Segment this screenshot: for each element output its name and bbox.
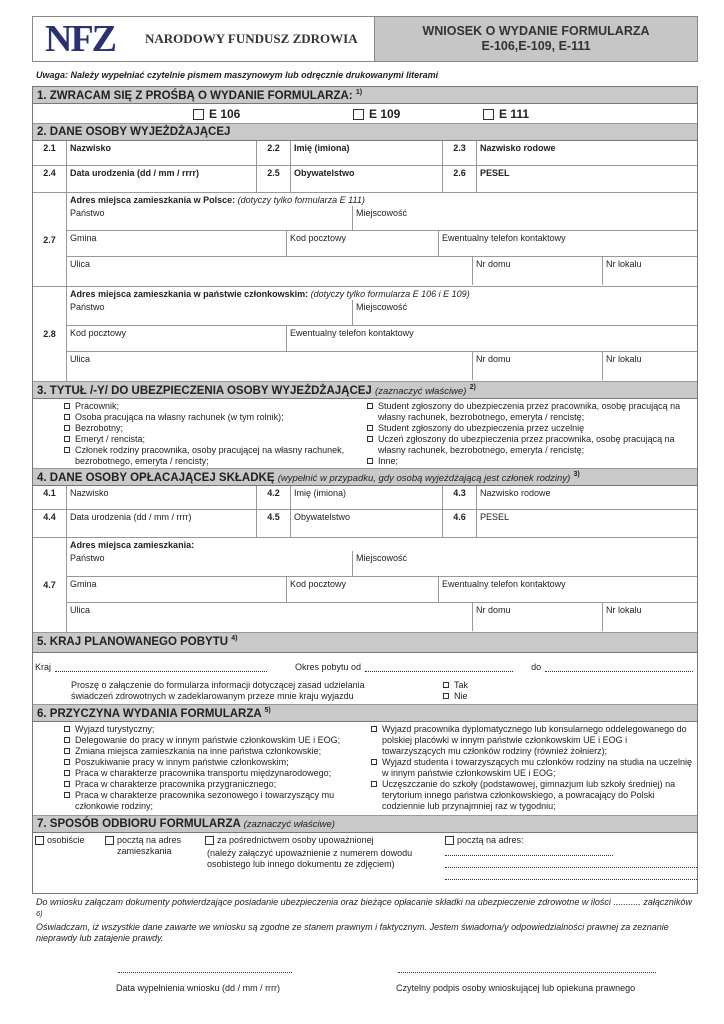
pickup-mail-address[interactable] (443, 835, 697, 893)
mem-row-street (67, 352, 697, 380)
section-1-title-text: 1. ZWRACAM SIĘ Z PROŚBĄ O WYDANIE FORMULARZA: (37, 89, 353, 102)
group-2-7 (33, 193, 697, 287)
payer-surname-field[interactable]: Nazwisko (67, 486, 257, 509)
payer-birth-date-field[interactable]: Data urodzenia (dd / mm / rrrr) (67, 510, 257, 537)
section-4-title-text: 4. DANE OSOBY OPŁACAJĄCEJ SKŁADKĘ (37, 471, 275, 484)
mem-phone-field[interactable]: Ewentualny telefon kontaktowy (290, 328, 414, 338)
checkbox[interactable] (64, 759, 70, 765)
field-first-name[interactable]: Imię (imiona) (291, 141, 443, 165)
payer-row-country (67, 551, 697, 577)
checkbox[interactable] (371, 726, 377, 732)
pl-house-field[interactable]: Nr domu (473, 257, 603, 285)
checkbox[interactable] (64, 748, 70, 754)
payer-city-field[interactable]: Miejscowość (356, 553, 408, 563)
pl-row-gmina (67, 231, 697, 257)
section-5-sup: 4) (231, 635, 238, 642)
checkbox-e111[interactable] (483, 109, 494, 120)
checkbox-mail-address[interactable] (445, 836, 454, 845)
option-label: Inne; (378, 456, 399, 466)
checkbox[interactable] (64, 792, 70, 798)
option-label: Student zgłoszony do ubezpieczenia przez pracownika, osobę pracującą na własny rachunek, bezrobotnego, emeryta / rencistę; (378, 401, 681, 422)
section-3-sup: 2) (469, 384, 476, 391)
num-4-6: 4.6 (443, 510, 477, 537)
attachments-sup: 6) (36, 909, 43, 918)
checkbox[interactable] (64, 726, 70, 732)
field-birth-date[interactable]: Data urodzenia (dd / mm / rrrr) (67, 166, 257, 192)
pl-row-country (67, 206, 697, 231)
num-2-7: 2.7 (33, 193, 67, 286)
option-e111-label: E 111 (499, 106, 530, 121)
form-title (375, 17, 697, 61)
section-4-note: (wypełnić w przypadku, gdy osobą wyjeżdżającą jest członek rodziny) (277, 472, 571, 484)
option-label: Delegowanie do pracy w innym państwie członkowskim UE i EOG; (75, 735, 341, 745)
num-2-5: 2.5 (257, 166, 291, 192)
payer-gmina-field[interactable]: Gmina (67, 577, 287, 602)
insurance-titles-left (49, 401, 359, 468)
checkbox-no[interactable] (443, 693, 449, 699)
num-4-3: 4.3 (443, 486, 477, 509)
attachments-text: Do wniosku załączam dokumenty potwierdzające posiadanie ubezpieczenia oraz bieżące opłacanie składki na ubezpieczenie zdrowotne w ilości ........... załączników (36, 897, 692, 907)
date-label: Data wypełnienia wniosku (dd / mm / rrrr) (116, 983, 281, 993)
address-poland (67, 193, 697, 286)
address-line-1[interactable] (445, 846, 613, 856)
section-7-title-text: 7. SPOSÓB ODBIORU FORMULARZA (37, 818, 241, 830)
reason-option[interactable] (62, 746, 365, 757)
checkbox[interactable] (367, 436, 373, 442)
option-label: Członek rodziny pracownika, osoby pracującej na własny rachunek, bezrobotnego, emeryta / rencisty; (75, 445, 345, 466)
option-e106-label: E 106 (209, 106, 241, 121)
option-label: Osoba pracująca na własny rachunek (w tym rolnik); (75, 412, 284, 422)
option-e111[interactable] (483, 107, 529, 121)
option-label: Student zgłoszony do ubezpieczenia przez uczelnię (378, 423, 585, 433)
signature-label: Czytelny podpis osoby wnioskującej lub opiekuna prawnego (396, 983, 636, 993)
pl-row-street (67, 257, 697, 285)
num-2-2: 2.2 (257, 141, 291, 165)
form-title-line1: WNIOSEK O WYDANIE FORMULARZA (422, 24, 650, 38)
option-label: Praca w charakterze pracownika sezonowego i towarzyszący mu członkowie rodziny; (75, 790, 335, 811)
option-no[interactable] (443, 691, 468, 702)
num-2-4: 2.4 (33, 166, 67, 192)
checkbox[interactable] (64, 403, 70, 409)
period-to-label: do (531, 662, 542, 672)
option-label: Uczeń zgłoszony do ubezpieczenia przez pracownika, osobę pracującą na własny rachunek, bezrobotnego, emeryta / rencistę; (378, 434, 675, 455)
section-3-note: (zaznaczyć właściwe) (375, 385, 467, 397)
address-line-2[interactable] (445, 856, 697, 868)
option-e109[interactable] (353, 107, 483, 121)
option-label: Wyjazd turystyczny; (75, 724, 155, 734)
pickup-personal-label: osobiście (47, 835, 85, 845)
form-title-line2: E-106,E-109, E-111 (481, 39, 591, 53)
section-3-title (33, 382, 697, 399)
address-member-heading (67, 287, 697, 300)
payer-address (67, 538, 697, 632)
field-surname[interactable]: Nazwisko (67, 141, 257, 165)
checkbox[interactable] (371, 781, 377, 787)
pl-country-field[interactable]: Państwo (67, 206, 353, 230)
reason-option[interactable] (62, 757, 365, 768)
option-label: Poszukiwanie pracy w innym państwie członkowskim; (75, 757, 289, 767)
checkbox[interactable] (64, 436, 70, 442)
checkbox-e106[interactable] (193, 109, 204, 120)
reasons-right (365, 724, 693, 815)
nfz-logo: NFZ (45, 18, 115, 60)
section-6-sup: 5) (264, 707, 271, 714)
group-2-8 (33, 287, 697, 382)
reason-option[interactable] (62, 768, 365, 779)
checkbox-e109[interactable] (353, 109, 364, 120)
reason-option[interactable] (62, 790, 365, 812)
mem-country-field[interactable]: Państwo (67, 300, 353, 325)
checkbox[interactable] (367, 425, 373, 431)
payer-house-field[interactable]: Nr domu (473, 603, 603, 631)
checkbox-personal[interactable] (35, 836, 44, 845)
num-4-4: 4.4 (33, 510, 67, 537)
address-member-note: (dotyczy tylko formularza E 106 i E 109) (310, 289, 470, 299)
period-from-input[interactable] (365, 671, 513, 672)
insurance-option[interactable] (62, 445, 359, 467)
num-4-5: 4.5 (257, 510, 291, 537)
pl-phone-field[interactable]: Ewentualny telefon kontaktowy (442, 233, 566, 243)
payer-maiden-name-field[interactable]: Nazwisko rodowe (480, 488, 551, 498)
pickup-mail-home[interactable] (105, 835, 205, 893)
num-2-8: 2.8 (33, 287, 67, 381)
option-e109-label: E 109 (369, 106, 401, 121)
checkbox[interactable] (64, 447, 70, 453)
option-no-label: Nie (454, 691, 468, 701)
pickup-personal[interactable] (35, 835, 105, 893)
payer-citizenship-field[interactable]: Obywatelstwo (291, 510, 443, 537)
pickup-options (33, 833, 697, 893)
mem-row-country (67, 300, 697, 326)
checkbox[interactable] (371, 759, 377, 765)
payer-street-field[interactable]: Ulica (67, 603, 473, 631)
row-2-4 (33, 166, 697, 193)
pl-postal-field[interactable]: Kod pocztowy (287, 231, 439, 256)
num-4-1: 4.1 (33, 486, 67, 509)
option-e106[interactable] (193, 107, 353, 121)
reasons (33, 722, 697, 816)
fill-note: Uwaga: Należy wypełniać czytelnie pismem maszynowym lub odręcznie drukowanymi literami (36, 70, 439, 80)
insurance-option[interactable] (365, 434, 693, 456)
reasons-left (49, 724, 365, 815)
signature-line[interactable] (398, 972, 656, 973)
option-label: Wyjazd studenta i towarzyszących mu członków rodziny na studia na uczelnię w innym państwie członkowskim UE i EOG; (382, 757, 693, 778)
mem-flat-field[interactable]: Nr lokalu (606, 354, 642, 364)
payer-phone-field[interactable]: Ewentualny telefon kontaktowy (442, 579, 566, 589)
insurance-titles (33, 399, 697, 469)
pickup-authorized[interactable] (205, 835, 443, 893)
address-poland-note: (dotyczy tylko formularza E 111) (237, 195, 365, 205)
section-5-title (33, 633, 697, 653)
section-4-sup: 3) (573, 471, 580, 478)
section-5-title-text: 5. KRAJ PLANOWANEGO POBYTU (37, 635, 229, 648)
section-7-note: (zaznaczyć właściwe) (243, 819, 335, 830)
mem-row-postal (67, 326, 697, 352)
field-maiden-name[interactable]: Nazwisko rodowe (480, 143, 556, 153)
pl-street-field[interactable]: Ulica (67, 257, 473, 285)
insurance-option[interactable] (62, 434, 359, 445)
address-line-3[interactable] (445, 868, 697, 880)
checkbox[interactable] (367, 458, 373, 464)
field-citizenship[interactable]: Obywatelstwo (291, 166, 443, 192)
section-2-title: 2. DANE OSOBY WYJEŻDŻAJĄCEJ (33, 124, 697, 141)
address-member (67, 287, 697, 381)
insurance-titles-right (359, 401, 693, 468)
num-2-6: 2.6 (443, 166, 477, 192)
date-signature-line[interactable] (118, 972, 292, 973)
address-member-label: Adres miejsca zamieszkania w państwie członkowskim: (70, 289, 309, 299)
payer-address-label: Adres miejsca zamieszkania: (70, 540, 195, 550)
form-body (32, 86, 698, 894)
payer-first-name-field[interactable]: Imię (imiona) (291, 486, 443, 509)
mem-street-field[interactable]: Ulica (67, 352, 473, 380)
section-1-sup: 1) (355, 89, 363, 96)
insurance-option[interactable] (62, 401, 359, 412)
checkbox-yes[interactable] (443, 682, 449, 688)
pickup-mail-home-label: pocztą na adres zamieszkania (117, 835, 182, 856)
section-1-title (33, 87, 697, 104)
payer-row-gmina (67, 577, 697, 603)
num-2-3: 2.3 (443, 141, 477, 165)
reason-option[interactable] (369, 724, 693, 757)
org-name: NARODOWY FUNDUSZ ZDROWIA (145, 31, 358, 46)
checkbox[interactable] (64, 425, 70, 431)
checkbox[interactable] (367, 403, 373, 409)
reason-option[interactable] (369, 757, 693, 779)
period-from-label: Okres pobytu od (295, 662, 362, 672)
row-2-1 (33, 141, 697, 166)
reason-option[interactable] (369, 779, 693, 812)
form-type-options (33, 104, 697, 124)
payer-flat-field[interactable]: Nr lokalu (606, 605, 642, 615)
address-poland-label: Adres miejsca zamieszkania w Polsce: (70, 195, 236, 205)
option-label: Praca w charakterze pracownika przygranicznego; (75, 779, 277, 789)
num-4-7: 4.7 (33, 538, 67, 632)
pickup-mail-address-label: pocztą na adres: (457, 835, 524, 845)
option-label: Zmiana miejsca zamieszkania na inne państwa członkowskie; (75, 746, 322, 756)
pickup-authorized-note: (należy załączyć upoważnienie z numerem dowodu osobistego lub innego dokumentu ze zdjęciem) (207, 848, 413, 869)
insurance-option[interactable] (62, 423, 359, 434)
insurance-option[interactable] (365, 456, 693, 467)
period-to-input[interactable] (545, 671, 693, 672)
payer-postal-field[interactable]: Kod pocztowy (287, 577, 439, 602)
pl-gmina-field[interactable]: Gmina (67, 231, 287, 256)
option-yes-label: Tak (454, 680, 469, 690)
row-4-4 (33, 510, 697, 538)
section-7-title (33, 816, 697, 833)
declaration: Oświadczam, iż wszystkie dane zawarte we wniosku są zgodne ze stanem prawnym i faktycznym. Jestem świadoma/y odpowiedzialności prawnej za zeznanie nieprawdy lub zatajenie prawdy. (36, 922, 669, 943)
option-label: Wyjazd pracownika dyplomatycznego lub konsularnego oddelegowanego do polskiej placówki w innym państwie członkowskim UE i EOG i towarzyszących mu członków rodziny (również żołnierz); (382, 724, 687, 756)
mem-city-field[interactable]: Miejscowość (356, 302, 408, 312)
section-6-title (33, 705, 697, 722)
mem-postal-field[interactable]: Kod pocztowy (67, 326, 287, 351)
option-label: Bezrobotny; (75, 423, 124, 433)
insurance-option[interactable] (365, 401, 693, 423)
header-left (33, 17, 375, 61)
num-2-1: 2.1 (33, 141, 67, 165)
insurance-option[interactable] (62, 412, 359, 423)
pickup-authorized-label: za pośrednictwem osoby upoważnionej (217, 835, 374, 845)
num-4-2: 4.2 (257, 486, 291, 509)
option-yes[interactable] (443, 680, 468, 691)
checkbox-authorized[interactable] (205, 836, 214, 845)
mem-house-field[interactable]: Nr domu (473, 352, 603, 380)
checkbox-mail-home[interactable] (105, 836, 114, 845)
insurance-option[interactable] (365, 423, 693, 434)
option-label: Praca w charakterze pracownika transportu międzynarodowego; (75, 768, 332, 778)
country-label: Kraj (35, 662, 52, 672)
section-3-title-text: 3. TYTUŁ /-Y/ DO UBEZPIECZENIA OSOBY WYJEŻDŻAJĄCEJ (37, 384, 372, 397)
section-6-title-text: 6. PRZYCZYNA WYDANIA FORMULARZA (37, 707, 262, 720)
header (32, 16, 698, 62)
row-4-1 (33, 486, 697, 510)
info-request-text: Proszę o załączenie do formularza informacji dotyczącej zasad udzielania świadczeń zdrowotnych w zadeklarowanym przeze mnie kraju wyjazdu (71, 680, 365, 701)
section-4-title (33, 469, 697, 486)
checkbox[interactable] (64, 770, 70, 776)
checkbox[interactable] (64, 414, 70, 420)
field-pesel[interactable]: PESEL (480, 168, 510, 178)
pl-flat-field[interactable]: Nr lokalu (606, 259, 642, 269)
option-label: Emeryt / rencista; (75, 434, 146, 444)
reason-option[interactable] (62, 779, 365, 790)
payer-pesel-field[interactable]: PESEL (480, 512, 510, 522)
attachments-statement (36, 897, 696, 923)
group-4-7 (33, 538, 697, 633)
option-label: Pracownik; (75, 401, 120, 411)
pl-city-field[interactable]: Miejscowość (356, 208, 408, 218)
reason-option[interactable] (62, 735, 365, 746)
info-request-options (401, 680, 468, 704)
checkbox[interactable] (64, 781, 70, 787)
address-poland-heading (67, 193, 697, 206)
payer-country-field[interactable]: Państwo (67, 551, 353, 576)
checkbox[interactable] (64, 737, 70, 743)
payer-row-street (67, 603, 697, 631)
reason-option[interactable] (62, 724, 365, 735)
info-request-row (33, 677, 697, 705)
country-input[interactable] (55, 671, 267, 672)
option-label: Uczęszczanie do szkoły (podstawowej, gimnazjum lub szkoły średniej) na terytorium innego państwa członkowskiego, a powracający do Polski codziennie lub przynajmniej raz w tygodniu; (382, 779, 676, 811)
destination-row (33, 653, 697, 677)
